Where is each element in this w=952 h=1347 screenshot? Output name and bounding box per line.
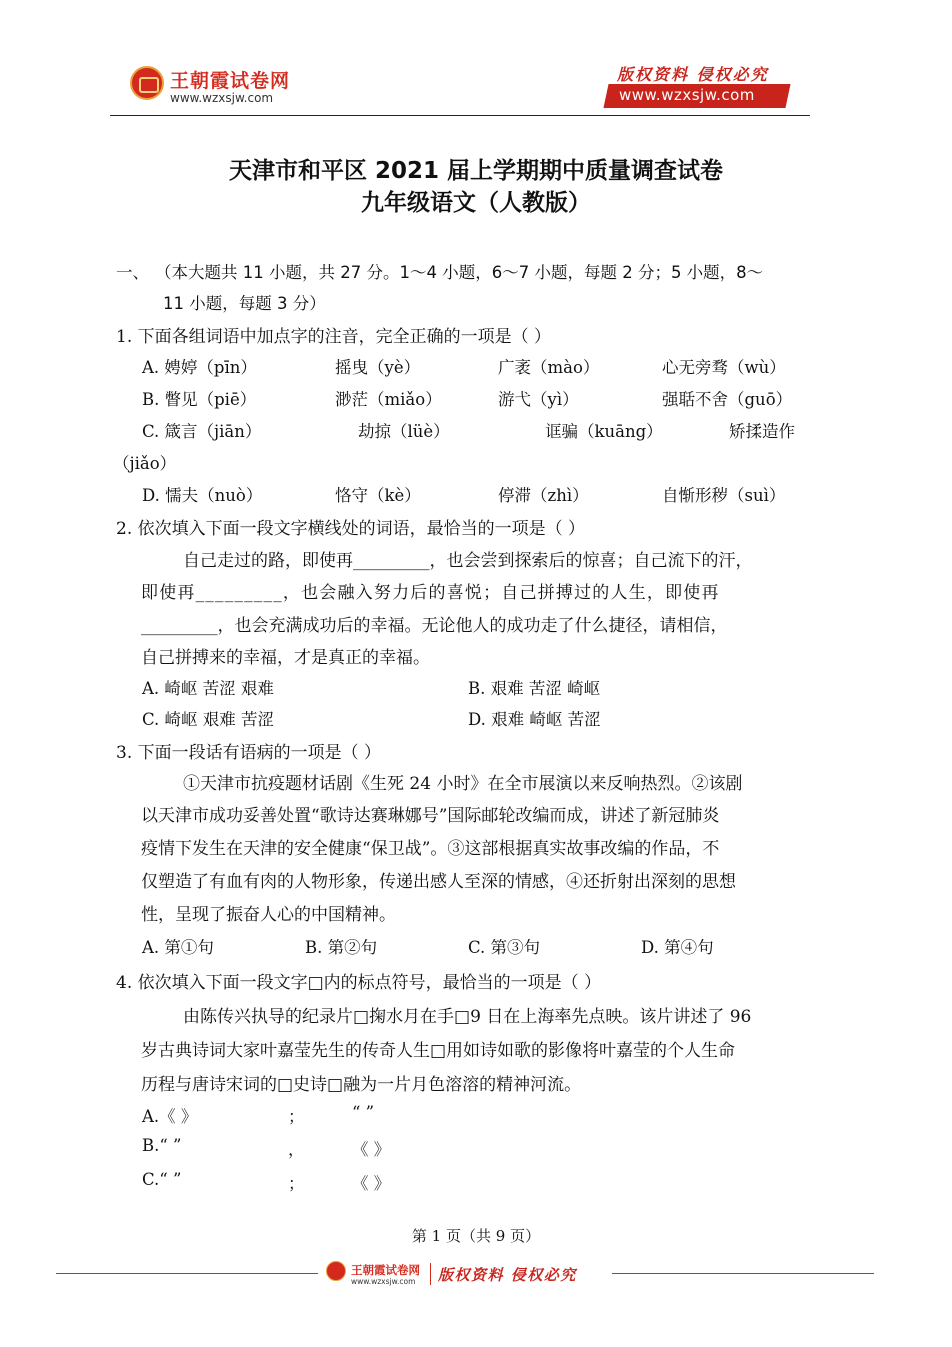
q4-option-b1: B.“ ”	[142, 1136, 182, 1155]
q1-option-a4: 心无旁骛（wù）	[662, 358, 786, 377]
q1-option-b1: B. 瞥见（piē）	[142, 390, 257, 409]
q2-option-d: D. 艰难 崎岖 苦涩	[468, 710, 601, 729]
page-number: 第 1 页（共 9 页）	[411, 1227, 541, 1245]
copyright-notice: 版权资料 侵权必究	[617, 65, 769, 84]
logo-url: www.wzxsjw.com	[170, 91, 274, 105]
question-1-stem: 1. 下面各组词语中加点字的注音，完全正确的一项是（ ）	[116, 327, 552, 347]
q4-option-b3: 《 》	[352, 1140, 391, 1159]
q3-option-a: A. 第①句	[142, 938, 214, 957]
footer-logo-badge-icon	[326, 1261, 346, 1281]
q2-passage-line: 自己拼搏来的幸福，才是真正的幸福。	[141, 648, 430, 668]
q3-option-c: C. 第③句	[468, 938, 541, 957]
section-desc: （本大题共 11 小题，共 27 分。1～4 小题，6～7 小题，每题 2 分；5 小题，8～	[155, 263, 764, 282]
logo-badge-icon	[130, 66, 164, 100]
section-label: 一、	[116, 263, 149, 282]
q2-passage-line: 即使再_________，也会融入努力后的喜悦；自己拼搏过的人生，即使再	[141, 583, 720, 603]
q1-option-c2: 劫掠（lüè）	[358, 422, 450, 441]
q3-passage-line: 仅塑造了有血有肉的人物形象，传递出感人至深的情感，④还折射出深刻的思想	[141, 872, 736, 892]
question-4-stem: 4. 依次填入下面一段文字□内的标点符号，最恰当的一项是（ ）	[116, 973, 602, 993]
q1-option-a3: 广袤（mào）	[498, 358, 600, 377]
q2-passage-line: _________，也会充满成功后的幸福。无论他人的成功走了什么捷径，请相信，	[141, 616, 728, 636]
footer-separator	[430, 1263, 431, 1285]
q3-passage-line: 性，呈现了振奋人心的中国精神。	[141, 905, 396, 925]
q1-option-d2: 恪守（kè）	[335, 486, 421, 505]
question-3-stem: 3. 下面一段话有语病的一项是（ ）	[116, 743, 382, 763]
section-desc-cont: 11 小题，每题 3 分）	[163, 294, 326, 313]
q3-passage-line: 以天津市成功妥善处置“歌诗达赛琳娜号”国际邮轮改编而成，讲述了新冠肺炎	[141, 806, 720, 826]
q1-option-c3: 诓骗（kuāng）	[545, 422, 663, 441]
q1-option-d1: D. 懦夫（nuò）	[142, 486, 263, 505]
q2-passage-line: 自己走过的路，即使再_________，也会尝到探索后的惊喜；自己流下的汗，	[183, 551, 753, 571]
site-url[interactable]: www.wzxsjw.com	[619, 86, 755, 104]
q4-passage-line: 岁古典诗词大家叶嘉莹先生的传奇人生□用如诗如歌的影像将叶嘉莹的个人生命	[141, 1041, 736, 1061]
exam-subtitle: 九年级语文（人教版）	[361, 190, 591, 216]
footer-copyright: 版权资料 侵权必究	[438, 1266, 577, 1284]
q1-option-b3: 游弋（yì）	[498, 390, 579, 409]
q1-option-b4: 强聒不舍（guō）	[662, 390, 793, 409]
q3-option-d: D. 第④句	[641, 938, 714, 957]
q1-option-c1: C. 箴言（jiān）	[142, 422, 262, 441]
q3-option-b: B. 第②句	[305, 938, 378, 957]
footer-logo-name: 王朝霞试卷网	[351, 1263, 420, 1277]
q4-option-c3: 《 》	[352, 1174, 391, 1193]
q4-option-b2: ，	[288, 1140, 305, 1159]
footer-logo-url: www.wzxsjw.com	[351, 1277, 416, 1286]
q4-option-a3: “ ”	[352, 1103, 375, 1122]
q1-option-b2: 渺茫（miǎo）	[335, 390, 442, 409]
q1-option-d3: 停滞（zhì）	[498, 486, 589, 505]
q4-passage-line: 由陈传兴执导的纪录片□掬水月在手□9 日在上海率先点映。该片讲述了 96	[183, 1007, 752, 1027]
logo-name: 王朝霞试卷网	[170, 70, 291, 92]
q3-passage-line: 疫情下发生在天津的安全健康“保卫战”。③这部根据真实故事改编的作品，不	[141, 839, 720, 859]
exam-title: 天津市和平区 2021 届上学期期中质量调查试卷	[228, 158, 724, 184]
q4-option-a2: ；	[288, 1107, 305, 1126]
q4-option-c1: C.“ ”	[142, 1170, 182, 1189]
q2-option-b: B. 艰难 苦涩 崎岖	[468, 679, 601, 698]
q1-option-a2: 摇曳（yè）	[335, 358, 421, 377]
q4-option-c2: ；	[288, 1174, 305, 1193]
q4-passage-line: 历程与唐诗宋词的□史诗□融为一片月色溶溶的精神河流。	[141, 1075, 582, 1095]
q2-option-c: C. 崎岖 艰难 苦涩	[142, 710, 275, 729]
q3-passage-line: ①天津市抗疫题材话剧《生死 24 小时》在全市展演以来反响热烈。②该剧	[183, 774, 743, 794]
q1-option-c4: 矫揉造作	[729, 422, 795, 441]
footer-divider-right	[612, 1273, 874, 1274]
q1-option-a1: A. 娉婷（pīn）	[142, 358, 257, 377]
q2-option-a: A. 崎岖 苦涩 艰难	[142, 679, 274, 698]
footer-divider-left	[56, 1273, 318, 1274]
question-2-stem: 2. 依次填入下面一段文字横线处的词语，最恰当的一项是（ ）	[116, 519, 586, 539]
header-divider	[110, 115, 810, 116]
q4-option-a1: A.《 》	[142, 1107, 198, 1126]
q1-option-d4: 自惭形秽（suì）	[662, 486, 786, 505]
q1-option-c4-pinyin: （jiǎo）	[113, 454, 177, 473]
